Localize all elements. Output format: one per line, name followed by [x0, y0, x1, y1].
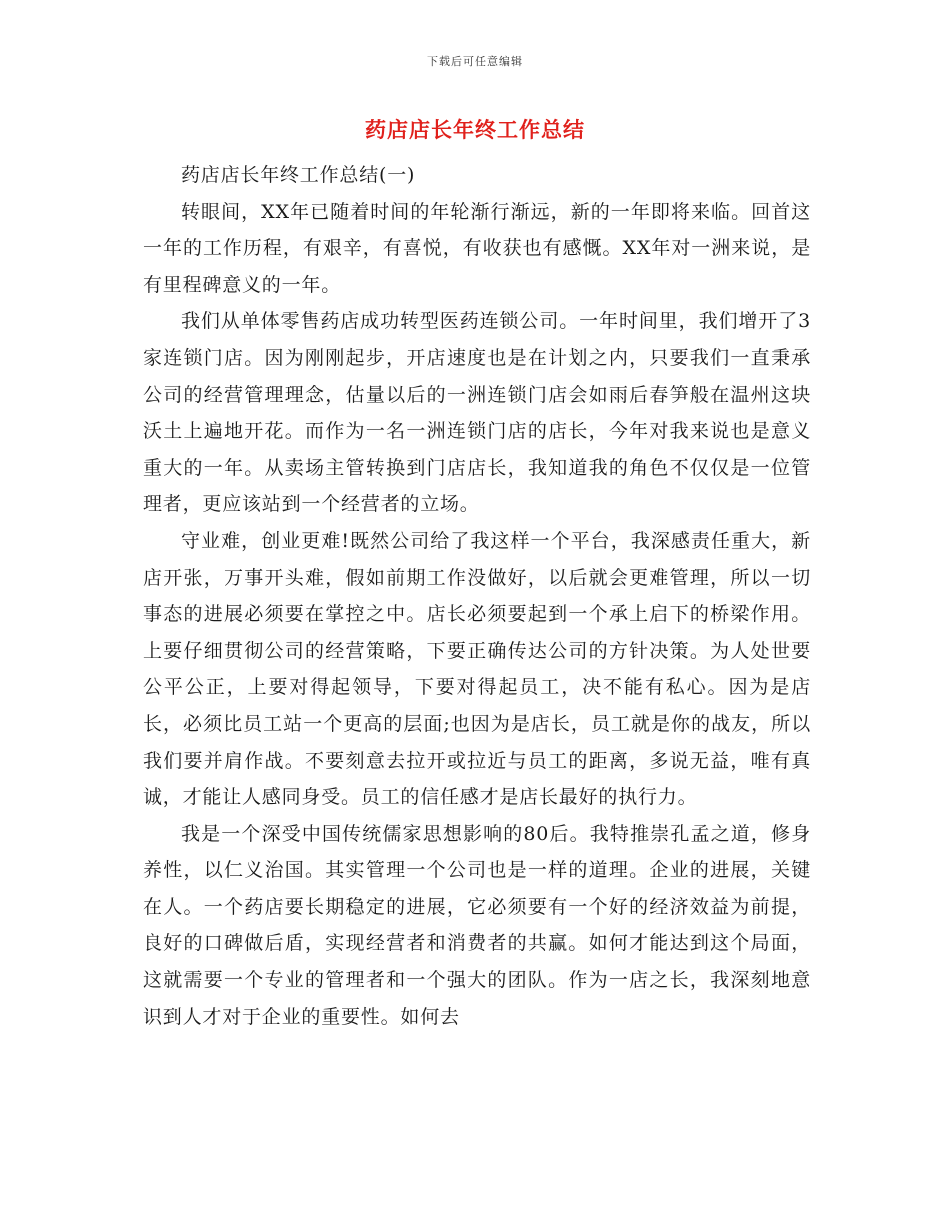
- body-paragraph: 我们从单体零售药店成功转型医药连锁公司。一年时间里，我们增开了3家连锁门店。因为刚刚起步，开店速度也是在计划之内，只要我们一直秉承公司的经营管理理念，估量以后的一洲连锁门店会如雨后春笋般在温州这块沃土上遍地开花。而作为一名一洲连锁门店的店长，今年对我来说也是意义重大的一年。从卖场主管转换到门店店长，我知道我的角色不仅仅是一位管理者，更应该站到一个经营者的立场。: [143, 310, 811, 516]
- header-note: 下载后可任意编辑: [427, 55, 523, 68]
- document-title: 药店店长年终工作总结: [365, 117, 585, 142]
- document-body: [143, 157, 811, 1035]
- body-paragraph: 守业难，创业更难!既然公司给了我这样一个平台，我深感责任重大，新店开张，万事开头难，假如前期工作没做好，以后就会更难管理，所以一切事态的进展必须要在掌控之中。店长必须要起到一个承上启下的桥梁作用。上要仔细贯彻公司的经营策略，下要正确传达公司的方针决策。为人处世要公平公正，上要对得起领导，下要对得起员工，决不能有私心。因为是店长，必须比员工站一个更高的层面;也因为是店长，员工就是你的战友，所以我们要并肩作战。不要刻意去拉开或拉近与员工的距离，多说无益，唯有真诚，才能让人感同身受。员工的信任感才是店长最好的执行力。: [143, 529, 811, 809]
- subtitle-paragraph: 药店店长年终工作总结(一): [181, 164, 416, 186]
- body-paragraph: 转眼间，XX年已随着时间的年轮渐行渐远，新的一年即将来临。回首这一年的工作历程，有艰辛，有喜悦，有收获也有感慨。XX年对一洲来说，是有里程碑意义的一年。: [143, 200, 811, 296]
- body-paragraph: 我是一个深受中国传统儒家思想影响的80后。我特推崇孔孟之道，修身养性，以仁义治国。其实管理一个公司也是一样的道理。企业的进展，关键在人。一个药店要长期稳定的进展，它必须要有一个好的经济效益为前提，良好的口碑做后盾，实现经营者和消费者的共赢。如何才能达到这个局面，这就需要一个专业的管理者和一个强大的团队。作为一店之长，我深刻地意识到人才对于企业的重要性。如何去: [143, 822, 811, 1028]
